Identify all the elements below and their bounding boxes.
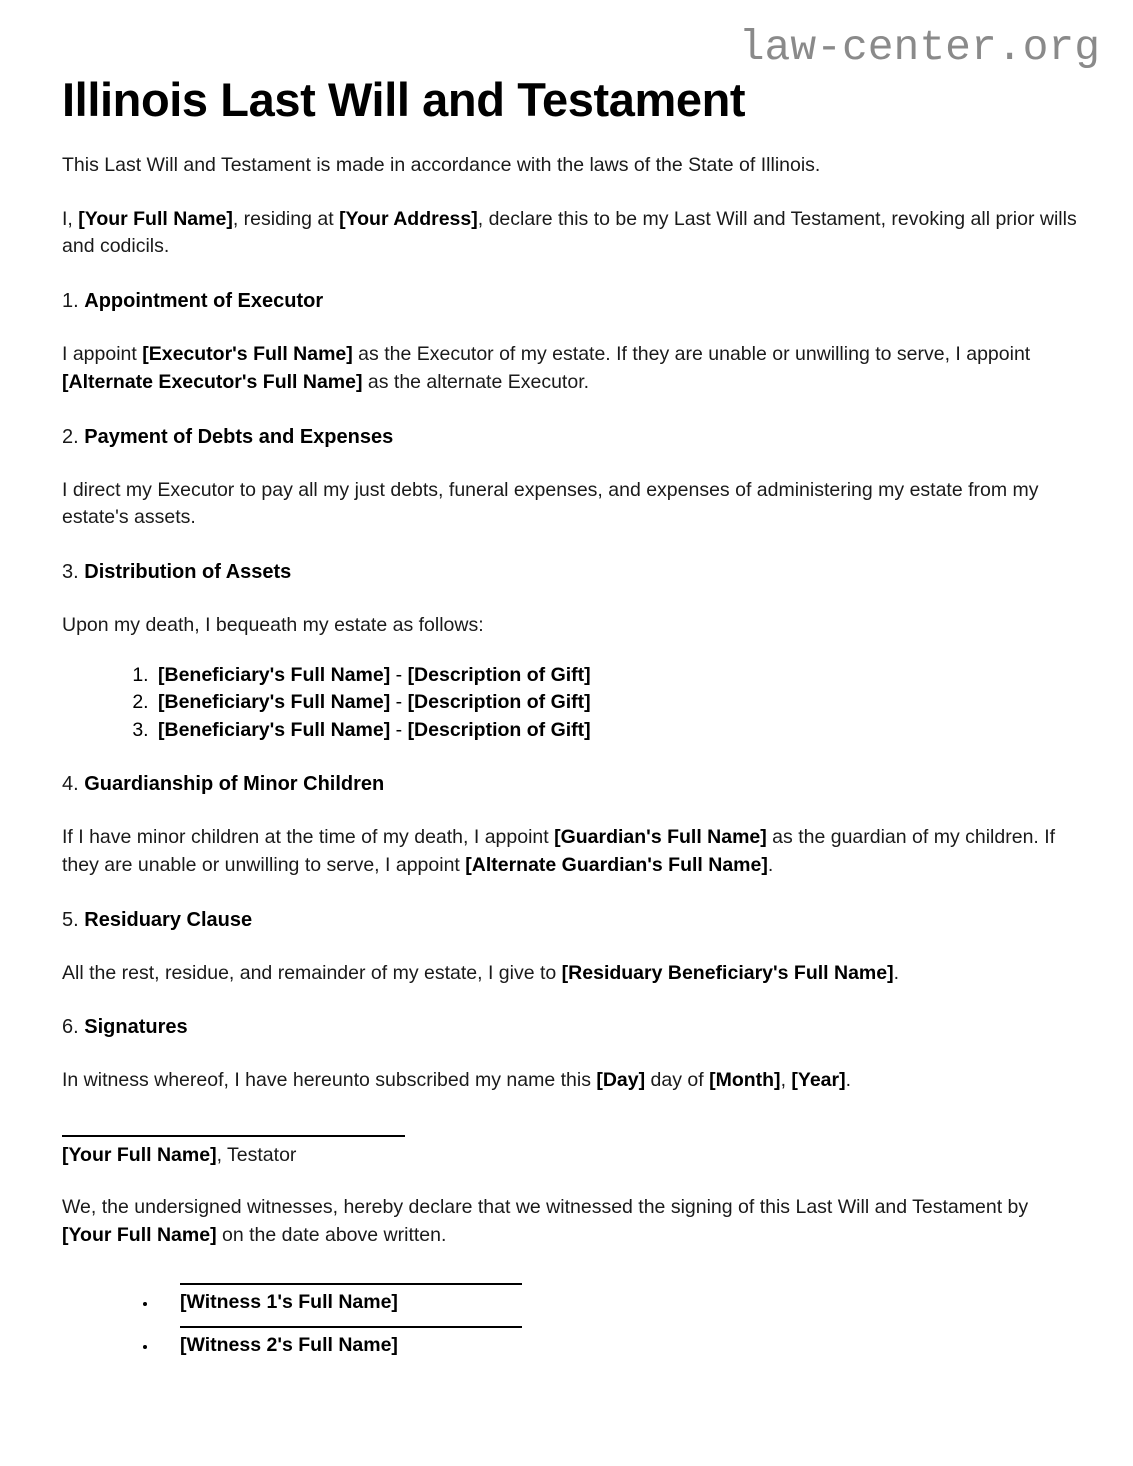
- site-watermark: law-center.org: [738, 23, 1100, 72]
- witness-statement-text-b: on the date above written.: [216, 1223, 447, 1246]
- section-1-text-a: I appoint: [62, 343, 143, 366]
- section-number-6: 6.: [62, 1016, 79, 1039]
- alternate-executor-name-placeholder: [Alternate Executor's Full Name]: [62, 370, 363, 393]
- gift-description-placeholder-3: [Description of Gift]: [407, 718, 591, 741]
- gift-description-placeholder-2: [Description of Gift]: [407, 691, 591, 714]
- section-heading-2: [62, 397, 1100, 451]
- month-placeholder: [Month]: [709, 1069, 781, 1092]
- section-4-text-c: .: [767, 853, 774, 876]
- section-1-text-b: as the Executor of my estate. If they are unable or unwilling to serve, I appoint: [352, 343, 1031, 366]
- bequest-separator-2: -: [390, 691, 408, 714]
- section-body-1: [62, 315, 1082, 396]
- section-number-4: 4.: [62, 773, 79, 796]
- gift-description-placeholder-1: [Description of Gift]: [407, 663, 591, 686]
- section-number-1: 1.: [62, 290, 79, 313]
- section-number-2: 2.: [62, 425, 79, 448]
- list-item: [154, 662, 1100, 689]
- section-4-text-a: If I have minor children at the time of my death, I appoint: [62, 826, 555, 849]
- declaration-prefix: I,: [62, 207, 79, 230]
- section-body-3: Upon my death, I bequeath my estate as follows:: [62, 613, 484, 636]
- section-6-text-b: day of: [645, 1069, 710, 1092]
- section-body-5: [62, 934, 1082, 988]
- section-heading-4: [62, 744, 1100, 798]
- witness-1-signature-line: [180, 1283, 522, 1285]
- section-6-text-d: .: [845, 1069, 852, 1092]
- section-heading-3: [62, 532, 1100, 586]
- guardian-name-placeholder: [Guardian's Full Name]: [554, 826, 767, 849]
- beneficiary-name-placeholder-3: [Beneficiary's Full Name]: [158, 718, 391, 741]
- page-title: Illinois Last Will and Testament: [62, 73, 746, 126]
- section-title-2: Payment of Debts and Expenses: [84, 425, 394, 448]
- section-1-text-c: as the alternate Executor.: [362, 370, 590, 393]
- executor-name-placeholder: [Executor's Full Name]: [142, 343, 353, 366]
- testator-signature-line: [62, 1135, 405, 1137]
- section-5-text-a: All the rest, residue, and remainder of my estate, I give to: [62, 961, 562, 984]
- section-5-text-b: .: [893, 961, 900, 984]
- list-item: [158, 1326, 1100, 1358]
- section-title-5: Residuary Clause: [84, 908, 253, 931]
- witness-statement-testator-name-placeholder: [Your Full Name]: [62, 1223, 217, 1246]
- day-placeholder: [Day]: [596, 1069, 646, 1092]
- list-item: [154, 717, 1100, 744]
- witness-signature-list: [62, 1250, 1100, 1359]
- witness-statement-text-a: We, the undersigned witnesses, hereby declare that we witnessed the signing of this Last Will and Testament by: [62, 1196, 1029, 1219]
- beneficiary-name-placeholder-2: [Beneficiary's Full Name]: [158, 691, 391, 714]
- beneficiary-name-placeholder-1: [Beneficiary's Full Name]: [158, 663, 391, 686]
- testator-name-placeholder: [Your Full Name]: [78, 207, 233, 230]
- section-6-text-a: In witness whereof, I have hereunto subscribed my name this: [62, 1069, 597, 1092]
- section-title-6: Signatures: [84, 1016, 188, 1039]
- declaration-paragraph: [62, 180, 1082, 261]
- residuary-beneficiary-name-placeholder: [Residuary Beneficiary's Full Name]: [561, 961, 894, 984]
- alternate-guardian-name-placeholder: [Alternate Guardian's Full Name]: [465, 853, 768, 876]
- year-placeholder: [Year]: [791, 1069, 846, 1092]
- section-body-2: I direct my Executor to pay all my just debts, funeral expenses, and expenses of administering my estate from my estate's assets.: [62, 478, 1039, 529]
- section-number-3: 3.: [62, 560, 79, 583]
- bequest-separator-1: -: [390, 663, 408, 686]
- section-6-text-c: ,: [780, 1069, 792, 1092]
- declaration-suffix: , declare this to be my Last Will and Testament, revoking all prior wills and codicils.: [62, 207, 1077, 258]
- section-title-3: Distribution of Assets: [84, 560, 292, 583]
- witness-1-name-placeholder: • [Witness 1's Full Name]: [180, 1290, 398, 1313]
- section-4-text-b: as the guardian of my children. If they are unable or unwilling to serve, I appoint: [62, 826, 1056, 876]
- testator-signature-name-placeholder: [Your Full Name]: [62, 1143, 217, 1166]
- intro-paragraph: This Last Will and Testament is made in accordance with the laws of the State of Illinois.: [62, 154, 821, 177]
- section-heading-5: [62, 880, 1100, 934]
- testator-address-placeholder: [Your Address]: [339, 207, 478, 230]
- section-heading-6: [62, 987, 1100, 1041]
- section-number-5: 5.: [62, 908, 79, 931]
- bequest-separator-3: -: [390, 718, 408, 741]
- testator-signature-block: [62, 1095, 1100, 1168]
- witness-2-name-placeholder: • [Witness 2's Full Name]: [180, 1333, 398, 1356]
- bequest-list: [62, 640, 1100, 744]
- list-item: [154, 689, 1100, 716]
- section-title-1: Appointment of Executor: [84, 290, 324, 313]
- section-heading-1: [62, 261, 1100, 315]
- section-body-4: [62, 798, 1082, 879]
- section-title-4: Guardianship of Minor Children: [84, 773, 385, 796]
- testator-signature-caption: [62, 1143, 1100, 1168]
- witness-2-signature-line: [180, 1326, 522, 1328]
- list-item: [158, 1283, 1100, 1315]
- witness-statement-paragraph: [62, 1168, 1082, 1249]
- section-body-6: [62, 1041, 1082, 1095]
- testator-role-label: , Testator: [216, 1143, 297, 1166]
- declaration-mid: , residing at: [232, 207, 340, 230]
